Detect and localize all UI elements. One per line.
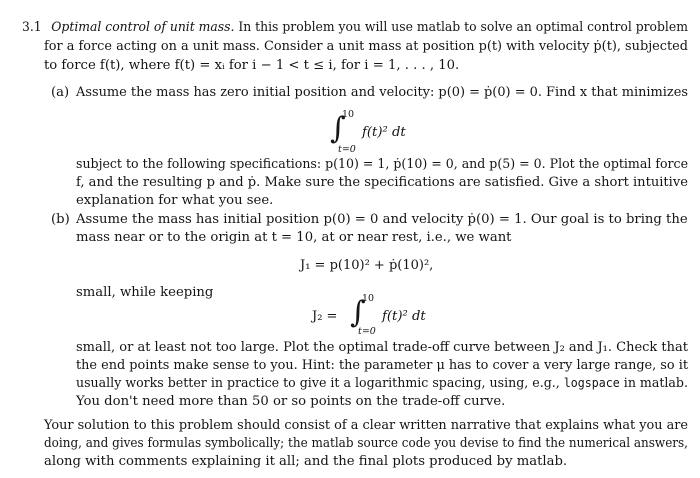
- j2-integrand: f(t)² dt: [382, 309, 426, 324]
- part-b-line-4: the end points make sense to you. Hint: the parameter μ has to cover a very large range, so it: [76, 358, 688, 373]
- logspace-code: logspace: [563, 376, 620, 390]
- j1-equation: J₁ = p(10)² + ṗ(10)²,: [300, 258, 434, 273]
- part-b-keeping: small, while keeping: [76, 285, 214, 300]
- solution-line-3: along with comments explaining it all; and the final plots produced by matlab.: [44, 454, 568, 469]
- part-b-line-6: You don't need more than 50 or so points on the trade-off curve.: [76, 394, 506, 409]
- problem-number: 3.1: [22, 20, 42, 35]
- part-a-text: Assume the mass has zero initial position and velocity: p(0) = ṗ(0) = 0. Find x that minimizes: [76, 85, 689, 100]
- integral-sign: ∫: [330, 111, 346, 146]
- part-b-line-5: usually works better in practice to give it a logarithmic spacing, using, e.g., logspace in matlab.: [76, 376, 688, 391]
- problem-title: Optimal control of unit mass.: [51, 20, 235, 35]
- integral-integrand: f(t)² dt: [362, 125, 406, 140]
- part-a-line-1: subject to the following specifications: p(10) = 1, ṗ(10) = 0, and p(5) = 0. Plot the optimal force: [76, 157, 689, 172]
- part-a-line-3: explanation for what you see.: [76, 193, 274, 208]
- part-b-line-1: Assume the mass has initial position p(0) = 0 and velocity ṗ(0) = 1. Our goal is to bring the: [76, 212, 688, 227]
- j2-lhs: J₂ =: [312, 309, 338, 324]
- solution-line-2: doing, and gives formulas symbolically; the matlab source code you devise to find the numerical answers,: [44, 436, 688, 451]
- j2-integral-sign: ∫: [350, 295, 366, 330]
- intro-line-1: In this problem you will use matlab to solve an optimal control problem: [238, 20, 688, 35]
- intro-line-3: to force f(t), where f(t) = xᵢ for i − 1 < t ≤ i, for i = 1, . . . , 10.: [44, 58, 460, 73]
- solution-line-1: Your solution to this problem should consist of a clear written narrative that explains what you are: [44, 418, 688, 433]
- j2-upper-limit: 10: [362, 293, 375, 304]
- j2-equation: [312, 292, 452, 342]
- intro-line-2: for a force acting on a unit mass. Consider a unit mass at position p(t) with velocity ṗ(t), subjected: [44, 39, 689, 54]
- integral-lower-limit: t=0: [338, 144, 356, 155]
- part-a-integral: [328, 108, 438, 158]
- part-b-line-2: mass near or to the origin at t = 10, at or near rest, i.e., we want: [76, 230, 512, 245]
- part-b-line-3: small, or at least not too large. Plot the optimal trade-off curve between J₂ and J₁. Check that: [76, 340, 688, 355]
- j2-lower-limit: t=0: [358, 326, 376, 337]
- part-a-line-2: f, and the resulting p and ṗ. Make sure the specifications are satisfied. Give a short intuitive: [76, 175, 688, 190]
- part-a-label: (a): [51, 85, 70, 100]
- part-b-label: (b): [51, 212, 70, 227]
- integral-upper-limit: 10: [342, 109, 355, 120]
- problem-heading: [22, 19, 688, 36]
